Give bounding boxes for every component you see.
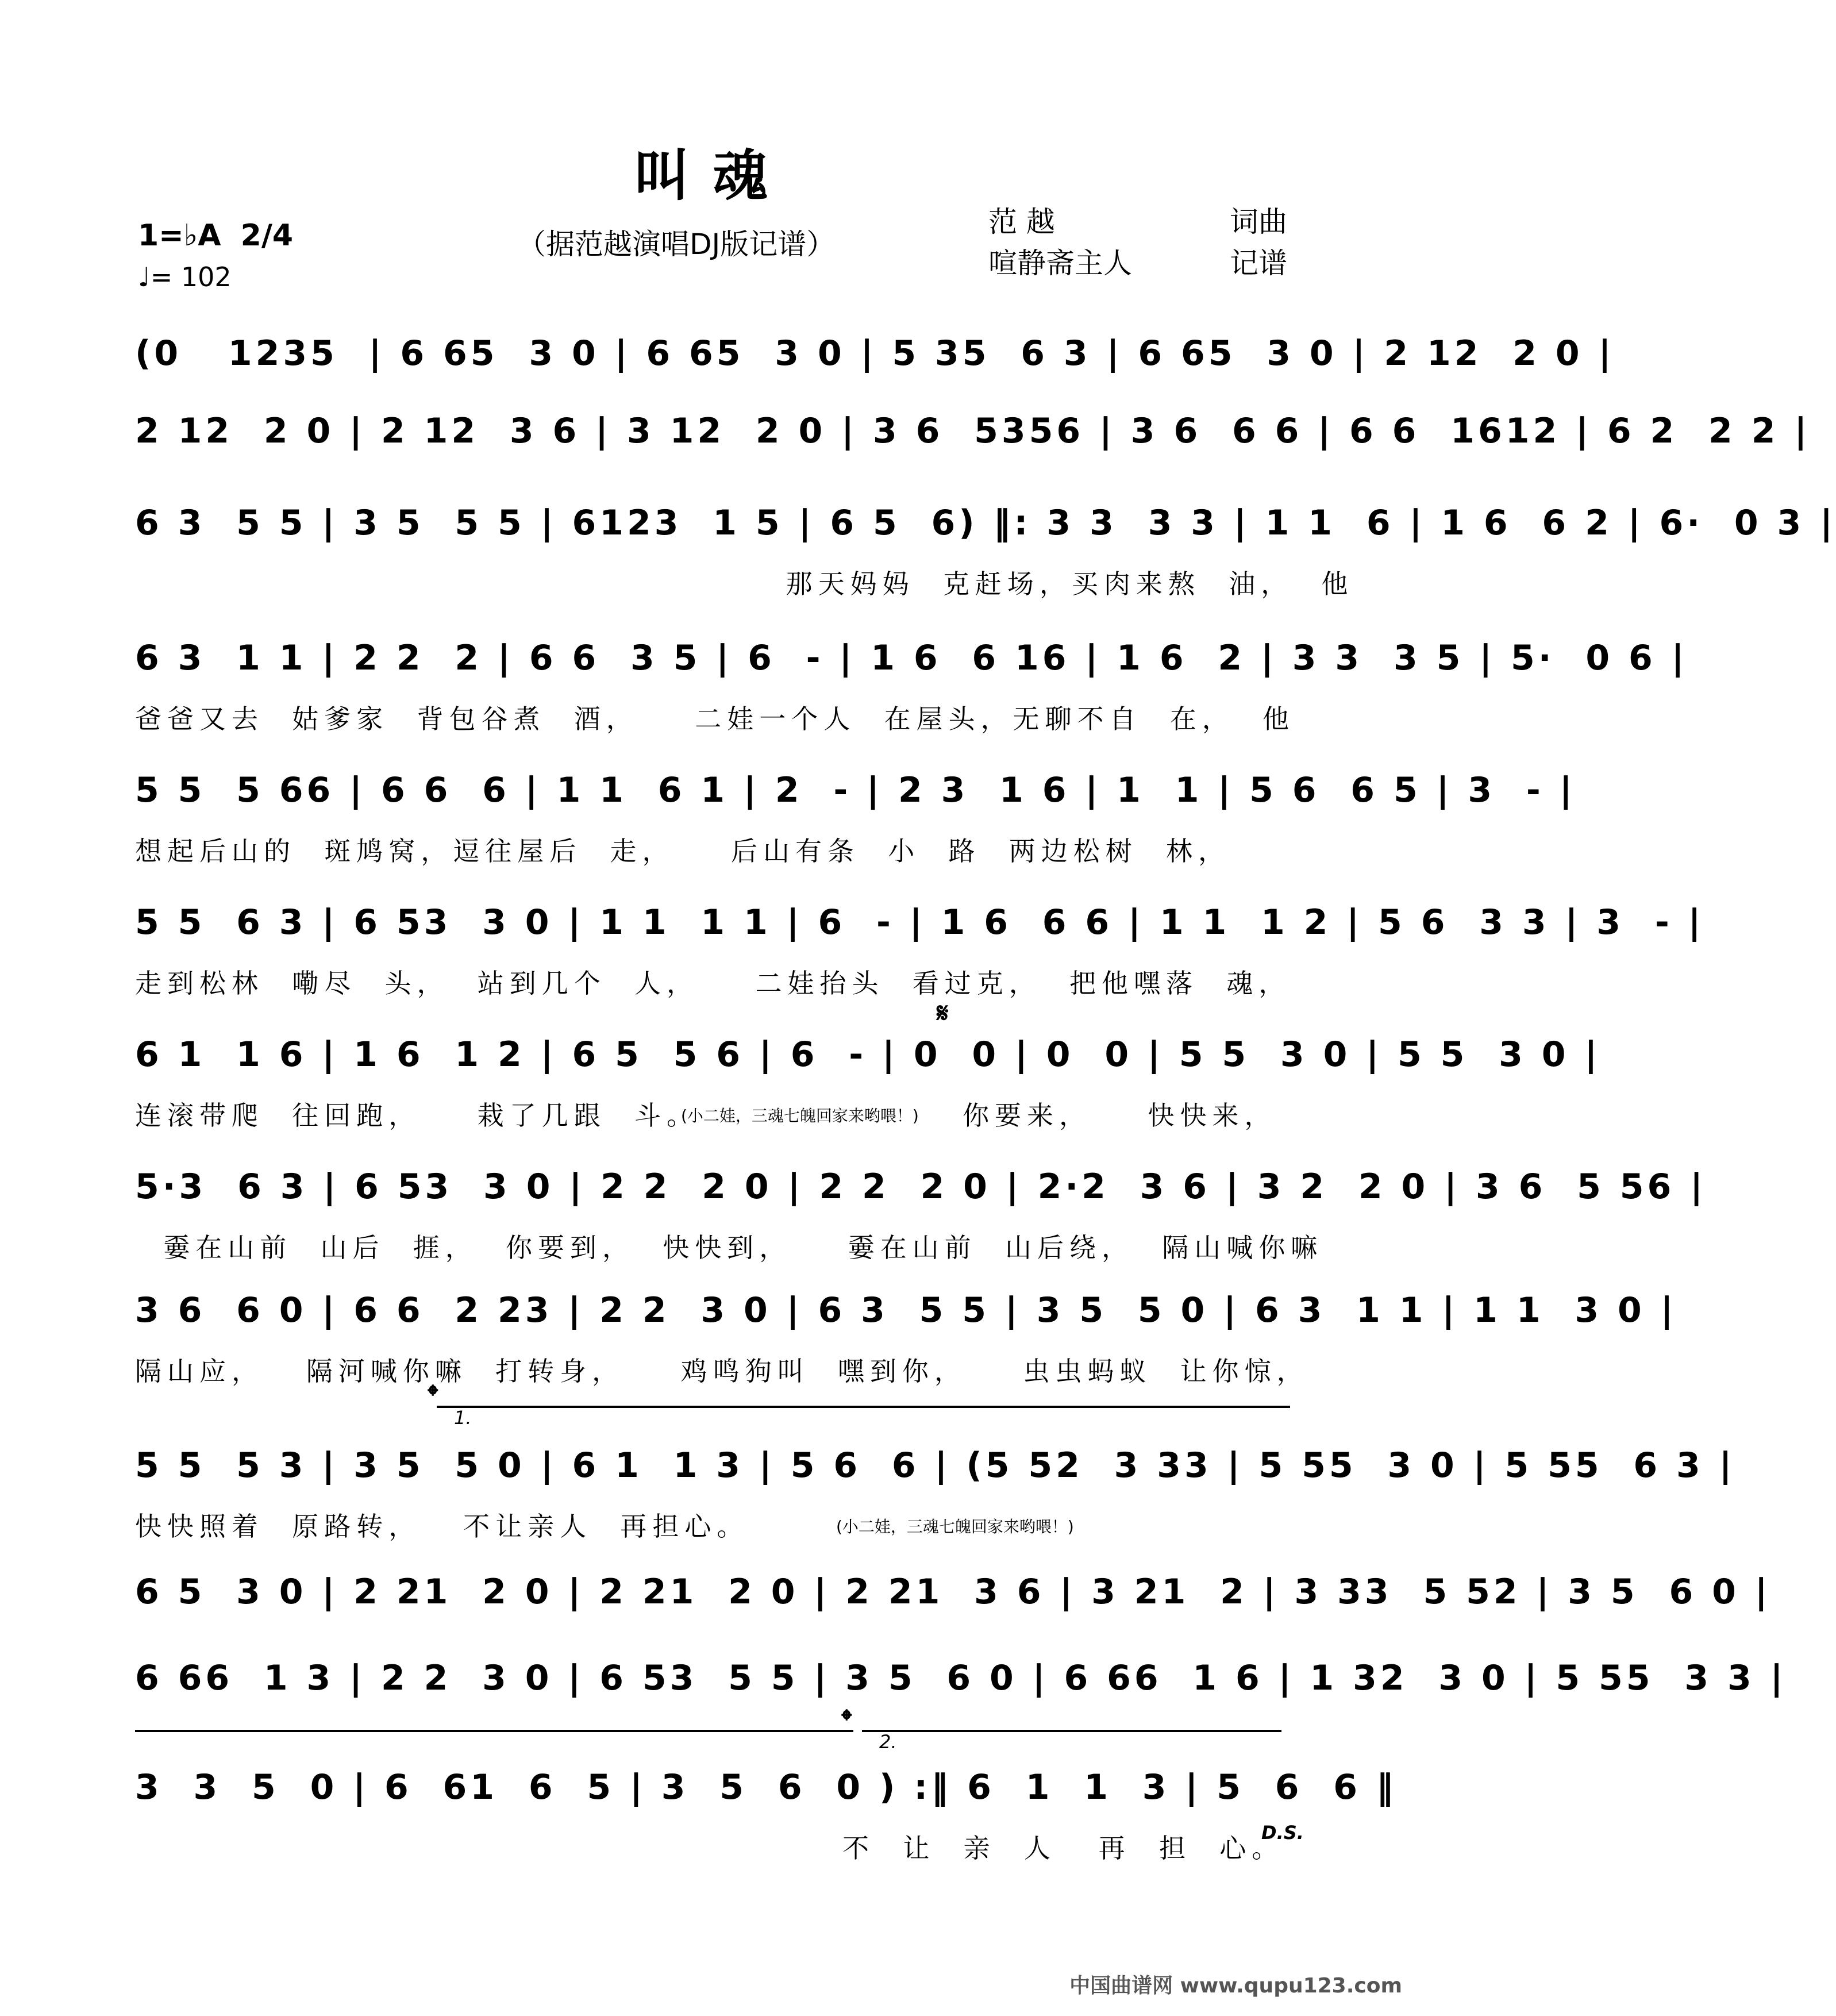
notation-line: 3 3 5 0 | 6 61 6 5 | 3 5 6 0 ) :‖ 6 1 1 3 | 5 6 6 ‖ (135, 1767, 1397, 1807)
notation-line: 2 12 2 0 | 2 12 3 6 | 3 12 2 0 | 3 6 5356 | 3 6 6 6 | 6 6 1612 | 6 2 2 2 | (135, 411, 1811, 451)
transcriber-name: 喧静斋主人 (988, 247, 1132, 280)
lyric-line: 连滚带爬 往回跑， 栽了几跟 斗。 (135, 1100, 699, 1131)
lyric-line-continued: 你要来， 快快来， (963, 1100, 1277, 1131)
spoken-note: (小二娃，三魂七魄回家来哟喂！) (681, 1106, 919, 1125)
spoken-note: (小二娃，三魂七魄回家来哟喂！) (836, 1517, 1074, 1536)
notation-line: 3 6 6 0 | 6 6 2 23 | 2 2 3 0 | 6 3 5 5 | 3 5 5 0 | 6 3 1 1 | 1 1 3 0 | (135, 1290, 1677, 1330)
notation-line: 5·3 6 3 | 6 53 3 0 | 2 2 2 0 | 2 2 2 0 | 2·2 3 6 | 3 2 2 0 | 3 6 5 56 | (135, 1167, 1707, 1207)
ds-mark: D.S. (1261, 1822, 1304, 1844)
composer-role: 词曲 (1230, 205, 1287, 238)
lyric-line: 隔山应， 隔河喊你嘛 打转身， 鸡鸣狗叫 嘿到你， 虫虫蚂蚁 让你惊， (135, 1356, 1309, 1387)
page-title: 叫魂 (634, 143, 791, 208)
notation-line: 5 5 6 3 | 6 53 3 0 | 1 1 1 1 | 6 - | 1 6 6 6 | 1 1 1 2 | 5 6 3 3 | 3 - | (135, 902, 1704, 942)
lyric-line: 不 让 亲 人 再 担 心。 (135, 1833, 1284, 1864)
lyric-line: 爸爸又去 姑爹家 背包谷煮 酒， 二娃一个人 在屋头，无聊不自 在， 他 (135, 703, 1295, 734)
volta-2-line (862, 1730, 1281, 1732)
lyric-line: 快快照着 原路转， 不让亲人 再担心。 (135, 1511, 749, 1542)
notation-line: 6 66 1 3 | 2 2 3 0 | 6 53 5 5 | 3 5 6 0 | 6 66 1 6 | 1 32 3 0 | 5 55 3 3 | (135, 1658, 1787, 1698)
transcriber-role: 记谱 (1230, 247, 1287, 280)
credit-composer (988, 201, 1287, 243)
repeat-line (135, 1730, 853, 1732)
key-label: 1=♭A (138, 218, 221, 253)
lyric-line: 那天妈妈 克赶场，买肉来熬 油， 他 (135, 568, 1354, 599)
notation-line: 6 5 3 0 | 2 21 2 0 | 2 21 2 0 | 2 21 3 6 | 3 21 2 | 3 33 5 52 | 3 5 6 0 | (135, 1572, 1771, 1612)
footer-watermark: 中国曲谱网 www.qupu123.com (1069, 1974, 1402, 1998)
credits (988, 201, 1287, 284)
composer-name: 范 越 (988, 205, 1055, 238)
volta-1-label: 1. (454, 1407, 472, 1429)
subtitle: （据范越演唱DJ版记谱） (517, 228, 836, 261)
notation-line: 6 3 5 5 | 3 5 5 5 | 6123 1 5 | 6 5 6) ‖: 3 3 3 3 | 1 1 6 | 1 6 6 2 | 6· 0 3 | (135, 503, 1836, 543)
volta-1-line (437, 1406, 1290, 1408)
time-signature: 2/4 (240, 218, 293, 253)
volta-2-label: 2. (879, 1731, 897, 1753)
coda-sign-1: 𝄌 (428, 1379, 438, 1411)
notation-line: 5 5 5 3 | 3 5 5 0 | 6 1 1 3 | 5 6 6 | (5 52 3 33 | 5 55 3 0 | 5 55 6 3 | (135, 1445, 1735, 1486)
credit-transcriber (988, 243, 1287, 284)
lyric-line: 想起后山的 斑鸠窝，逗往屋后 走， 后山有条 小 路 两边松树 林， (135, 836, 1230, 867)
segno-sign: 𝄋 (937, 997, 949, 1029)
lyric-line: 走到松林 嘞尽 头， 站到几个 人， 二娃抬头 看过克， 把他嘿落 魂， (135, 968, 1291, 999)
notation-line: (0 1235 | 6 65 3 0 | 6 65 3 0 | 5 35 6 3 | 6 65 3 0 | 2 12 2 0 | (135, 333, 1615, 374)
notation-line: 6 1 1 6 | 1 6 1 2 | 6 5 5 6 | 6 - | 0 0 | 0 0 | 5 5 3 0 | 5 5 3 0 | (135, 1034, 1601, 1075)
notation-line: 5 5 5 66 | 6 6 6 | 1 1 6 1 | 2 - | 2 3 1 6 | 1 1 | 5 6 6 5 | 3 - | (135, 770, 1576, 810)
tempo-mark: ♩= 102 (138, 261, 232, 293)
key-signature (138, 218, 293, 253)
coda-sign-2: 𝄌 (842, 1704, 852, 1736)
notation-line: 6 3 1 1 | 2 2 2 | 6 6 3 5 | 6 - | 1 6 6 16 | 1 6 2 | 3 3 3 5 | 5· 0 6 | (135, 638, 1688, 678)
lyric-line: 嫑在山前 山后 捱， 你要到， 快快到， 嫑在山前 山后绕， 隔山喊你嘛 (135, 1232, 1323, 1263)
